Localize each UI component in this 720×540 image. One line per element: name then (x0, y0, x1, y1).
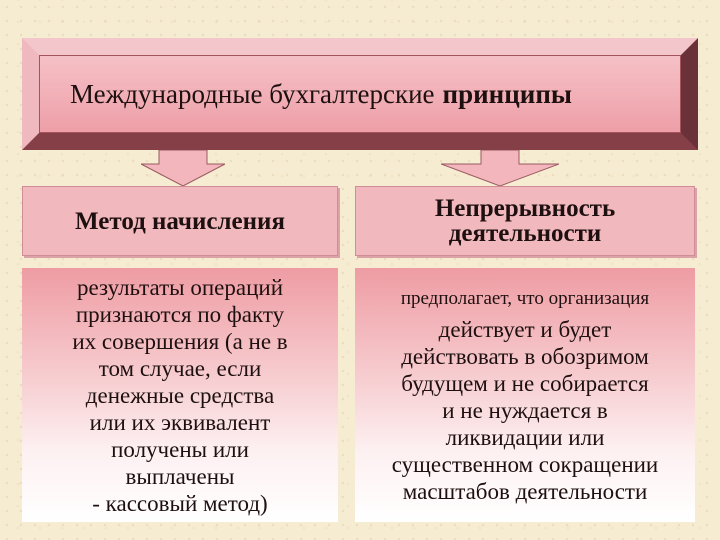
method-accrual-heading-text: Метод начисления (75, 207, 285, 235)
title-box (22, 38, 698, 150)
description-line: и не нуждается в (442, 397, 608, 423)
description-line: действует и будет (438, 316, 612, 342)
going-concern-heading-line-2: деятельности (448, 220, 602, 247)
method-accrual-heading (22, 186, 338, 256)
description-line-first: предполагает, что организация (400, 287, 650, 309)
description-line: результаты операций (76, 274, 284, 300)
title-inner (39, 55, 681, 133)
description-line: получены или (111, 436, 249, 462)
description-line: денежные средства (85, 382, 275, 408)
description-line: масштабов деятельности (402, 478, 648, 504)
title-text-bold: принципы (442, 78, 572, 109)
going-concern-heading-line-1: Непрерывность (434, 195, 616, 222)
method-accrual-description (22, 268, 338, 522)
going-concern-description (355, 268, 695, 522)
description-line: будущем и не собирается (401, 370, 649, 396)
description-line: ликвидации или (445, 424, 605, 450)
description-line: их совершения (а не в (72, 328, 288, 354)
title-text-regular: Международные бухгалтерские (70, 78, 435, 109)
description-line: выплачены (125, 463, 235, 489)
description-line: том случае, если (98, 355, 262, 381)
arrow-down-right (441, 150, 559, 186)
arrow-down-left (141, 150, 225, 186)
description-line: или их эквивалент (89, 409, 271, 435)
description-line: - кассовый метод) (92, 490, 268, 516)
going-concern-heading (355, 186, 695, 256)
description-line: действовать в обозримом (401, 343, 649, 369)
description-line: признаются по факту (75, 301, 285, 327)
description-line: существенном сокращении (391, 451, 659, 477)
